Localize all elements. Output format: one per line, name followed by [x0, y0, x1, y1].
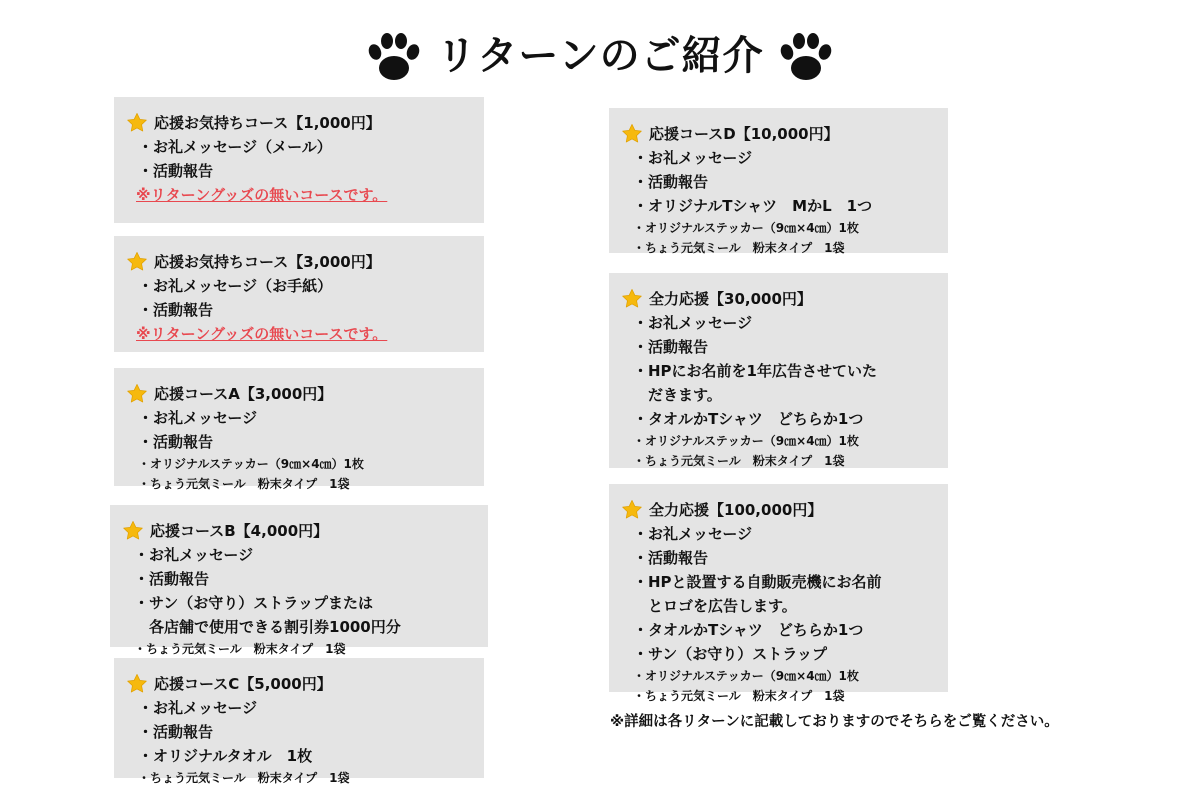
star-icon — [126, 673, 148, 695]
course-item: とロゴを広告します。 — [633, 597, 797, 615]
course-item: ・活動報告 — [633, 549, 709, 567]
paw-icon-right — [778, 32, 834, 84]
course-item: ・お礼メッセージ — [138, 699, 258, 717]
course-item: ・活動報告 — [134, 570, 210, 588]
course-title: 応援コースB【4,000円】 — [150, 522, 329, 540]
course-item: ・お礼メッセージ（お手紙） — [138, 277, 333, 295]
star-icon — [122, 520, 144, 542]
course-title: 応援コースD【10,000円】 — [649, 125, 839, 143]
course-item: ・お礼メッセージ — [138, 409, 258, 427]
course-item-small: ・オリジナルステッカー（9㎝×4㎝）1枚 — [633, 434, 859, 448]
star-icon — [126, 112, 148, 134]
footer-note: ※詳細は各リターンに記載しておりますのでそちらをご覧ください。 — [610, 714, 1059, 730]
course-note: ※リターングッズの無いコースです。 — [136, 325, 388, 343]
star-icon — [621, 123, 643, 145]
course-item: ・HPにお名前を1年広告させていた — [633, 362, 877, 380]
course-item: ・サン（お守り）ストラップまたは — [134, 594, 373, 612]
page-title-row — [0, 32, 1200, 84]
course-card-1000 — [114, 97, 484, 223]
course-item: ・タオルかTシャツ どちらか1つ — [633, 621, 864, 639]
course-note: ※リターングッズの無いコースです。 — [136, 186, 388, 204]
course-item: だきます。 — [633, 386, 722, 404]
course-item: ・オリジナルTシャツ MかL 1つ — [633, 197, 873, 215]
course-title: 応援コースA【3,000円】 — [154, 385, 333, 403]
course-item: ・活動報告 — [138, 301, 214, 319]
course-item: ・お礼メッセージ — [633, 525, 753, 543]
course-item: ・オリジナルタオル 1枚 — [138, 747, 313, 765]
star-icon — [621, 499, 643, 521]
course-title: 全力応援【100,000円】 — [649, 501, 823, 519]
course-card-3000-kimochi — [114, 236, 484, 352]
star-icon — [126, 251, 148, 273]
star-icon — [126, 383, 148, 405]
course-item-small: ・ちょう元気ミール 粉末タイプ 1袋 — [633, 241, 845, 255]
course-item-small: ・ちょう元気ミール 粉末タイプ 1袋 — [633, 689, 845, 703]
course-title: 応援お気持ちコース【3,000円】 — [154, 253, 381, 271]
course-item: ・お礼メッセージ（メール） — [138, 138, 332, 156]
course-card-100000 — [609, 484, 948, 703]
star-icon — [621, 288, 643, 310]
course-item: ・活動報告 — [138, 162, 214, 180]
course-item-small: ・ちょう元気ミール 粉末タイプ 1袋 — [134, 642, 346, 656]
course-item: ・活動報告 — [633, 173, 709, 191]
course-item: 各店舗で使用できる割引券1000円分 — [134, 618, 401, 636]
course-item: ・お礼メッセージ — [633, 314, 753, 332]
course-item: ・活動報告 — [138, 723, 214, 741]
course-item: ・活動報告 — [633, 338, 709, 356]
course-item-small: ・ちょう元気ミール 粉末タイプ 1袋 — [138, 477, 350, 491]
course-item: ・サン（お守り）ストラップ — [633, 645, 827, 663]
course-item: ・HPと設置する自動販売機にお名前 — [633, 573, 882, 591]
course-card-d — [609, 108, 948, 253]
paw-icon-left — [366, 32, 422, 84]
course-item-small: ・オリジナルステッカー（9㎝×4㎝）1枚 — [633, 669, 859, 683]
course-card-c — [114, 658, 484, 785]
course-title: 応援お気持ちコース【1,000円】 — [154, 114, 381, 132]
course-item-small: ・オリジナルステッカー（9㎝×4㎝）1枚 — [633, 221, 859, 235]
course-item-small: ・ちょう元気ミール 粉末タイプ 1袋 — [633, 454, 845, 468]
course-card-b — [110, 505, 488, 656]
course-item-small: ・オリジナルステッカー（9㎝×4㎝）1枚 — [138, 457, 364, 471]
course-card-30000 — [609, 273, 948, 468]
course-title: 応援コースC【5,000円】 — [154, 675, 332, 693]
course-item: ・活動報告 — [138, 433, 214, 451]
course-title: 全力応援【30,000円】 — [649, 290, 812, 308]
page-title: リターンのご紹介 — [436, 33, 764, 79]
course-card-a — [114, 368, 484, 491]
course-item: ・お礼メッセージ — [633, 149, 753, 167]
course-item-small: ・ちょう元気ミール 粉末タイプ 1袋 — [138, 771, 350, 785]
course-item: ・タオルかTシャツ どちらか1つ — [633, 410, 864, 428]
course-item: ・お礼メッセージ — [134, 546, 254, 564]
